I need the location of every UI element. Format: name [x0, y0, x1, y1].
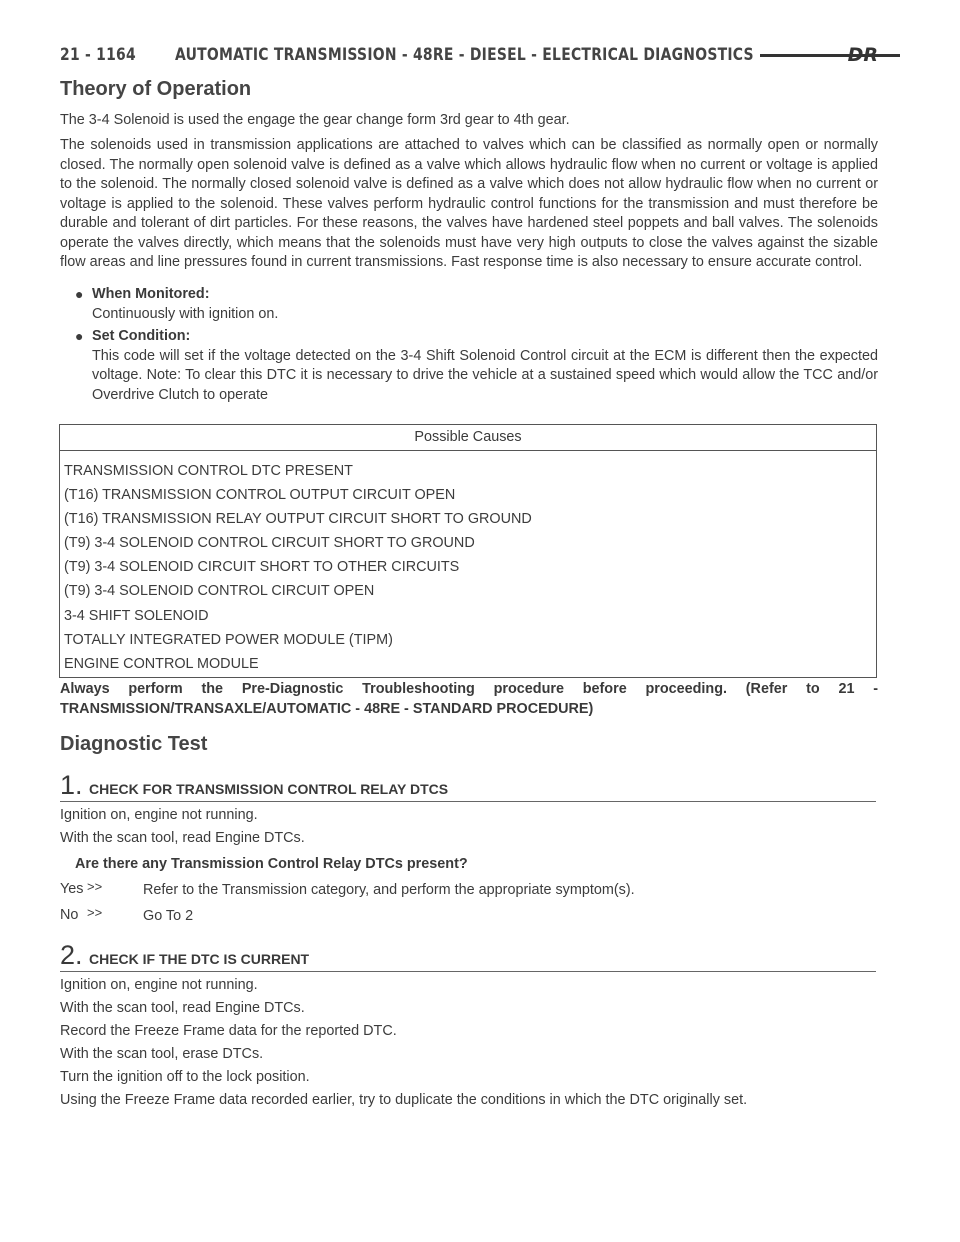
step-2-line: Record the Freeze Frame data for the reported DTC. [60, 1023, 397, 1039]
answer-key: No [60, 907, 79, 923]
bullet-text: This code will set if the voltage detected on the 3-4 Shift Solenoid Control circuit at the ECM is different then the expected voltage. Note: To clear this DTC it is necessary to drive the vehicle at a sustained speed which would allow the TCC and/or Overdrive Clutch to operate [92, 347, 878, 403]
possible-causes-list [60, 451, 876, 676]
step-1-line: With the scan tool, read Engine DTCs. [60, 830, 305, 846]
bullet-dot-icon: ● [75, 328, 84, 344]
pre-diagnostic-note: Always perform the Pre-Diagnostic Troubleshooting procedure before proceeding. (Refer to 21 - TRANSMISSION/TRANSAXLE/AUTOMATIC - 48RE - STANDARD PROCEDURE) [60, 681, 878, 717]
step-1-heading [60, 771, 876, 802]
bullet-dot-icon: ● [75, 286, 84, 302]
cause-item: (T9) 3-4 SOLENOID CONTROL CIRCUIT OPEN [64, 583, 375, 600]
bullet-text: Continuously with ignition on. [92, 305, 279, 322]
chapter-title: AUTOMATIC TRANSMISSION - 48RE - DIESEL - ELECTRICAL DIAGNOSTICS [175, 45, 754, 65]
theory-body: The solenoids used in transmission applications are attached to valves which can be classified as normally open or normally closed. The normally open solenoid valve is defined as a valve which allows hydraulic flow when no current or voltage is applied to the solenoid. The normally closed solenoid valve is defined as a valve which does not allow hydraulic flow when no current or voltage is applied to the solenoid. These valves perform hydraulic control functions for the transmission and must therefore be durable and tolerant of dirt particles. For these reasons, the valves have hardened steel poppets and ball valves. The solenoids operate the valves directly, which means that the solenoids must have very high outputs to close the valves against the sizable flow areas and line pressures found in current transmissions. Fast response time is also necessary to ensure accurate control. [60, 137, 878, 270]
header-rule [760, 54, 900, 57]
page-number: 21 - 1164 [60, 45, 136, 65]
cause-item: (T16) TRANSMISSION CONTROL OUTPUT CIRCUIT OPEN [64, 487, 456, 504]
step-title: CHECK IF THE DTC IS CURRENT [89, 951, 310, 967]
cause-item: 3-4 SHIFT SOLENOID [64, 607, 209, 624]
step-2-line: With the scan tool, erase DTCs. [60, 1046, 264, 1062]
running-header [60, 40, 878, 70]
possible-causes-heading: Possible Causes [60, 425, 876, 451]
cause-item: TRANSMISSION CONTROL DTC PRESENT [64, 463, 353, 479]
cause-item: (T9) 3-4 SOLENOID CONTROL CIRCUIT SHORT TO GROUND [64, 535, 475, 552]
theory-heading: Theory of Operation [60, 78, 252, 100]
step-1-question: Are there any Transmission Control Relay DTCs present? [75, 856, 468, 872]
diagnostic-heading: Diagnostic Test [60, 733, 208, 755]
model-code: DR [847, 44, 878, 66]
cause-item: (T16) TRANSMISSION RELAY OUTPUT CIRCUIT SHORT TO GROUND [64, 511, 532, 528]
possible-causes-table [59, 424, 877, 678]
arrow-icon: >> [87, 905, 103, 920]
bullet-heading: Set Condition: [92, 328, 191, 344]
bullet-set-condition [75, 327, 878, 405]
cause-item: TOTALLY INTEGRATED POWER MODULE (TIPM) [64, 631, 393, 648]
step-1-line: Ignition on, engine not running. [60, 807, 258, 823]
step-title: CHECK FOR TRANSMISSION CONTROL RELAY DTCS [89, 781, 449, 797]
step-2-heading [60, 941, 876, 972]
step-2-line: With the scan tool, read Engine DTCs. [60, 1000, 305, 1016]
bullet-when-monitored [75, 285, 878, 324]
step-2-line: Using the Freeze Frame data recorded earlier, try to duplicate the conditions in which the DTC originally set. [60, 1092, 748, 1108]
cause-item: (T9) 3-4 SOLENOID CIRCUIT SHORT TO OTHER CIRCUITS [64, 559, 460, 576]
step-number: 2. [60, 940, 83, 970]
bullet-heading: When Monitored: [92, 286, 210, 302]
step-2-line: Turn the ignition off to the lock position. [60, 1069, 310, 1085]
answer-text: Go To 2 [143, 908, 194, 924]
step-2-line: Ignition on, engine not running. [60, 977, 258, 993]
step-number: 1. [60, 770, 83, 800]
answer-key: Yes [60, 881, 84, 897]
cause-item: ENGINE CONTROL MODULE [64, 655, 259, 672]
arrow-icon: >> [87, 879, 103, 894]
theory-intro: The 3-4 Solenoid is used the engage the gear change form 3rd gear to 4th gear. [60, 112, 570, 128]
answer-text: Refer to the Transmission category, and perform the appropriate symptom(s). [143, 882, 635, 898]
